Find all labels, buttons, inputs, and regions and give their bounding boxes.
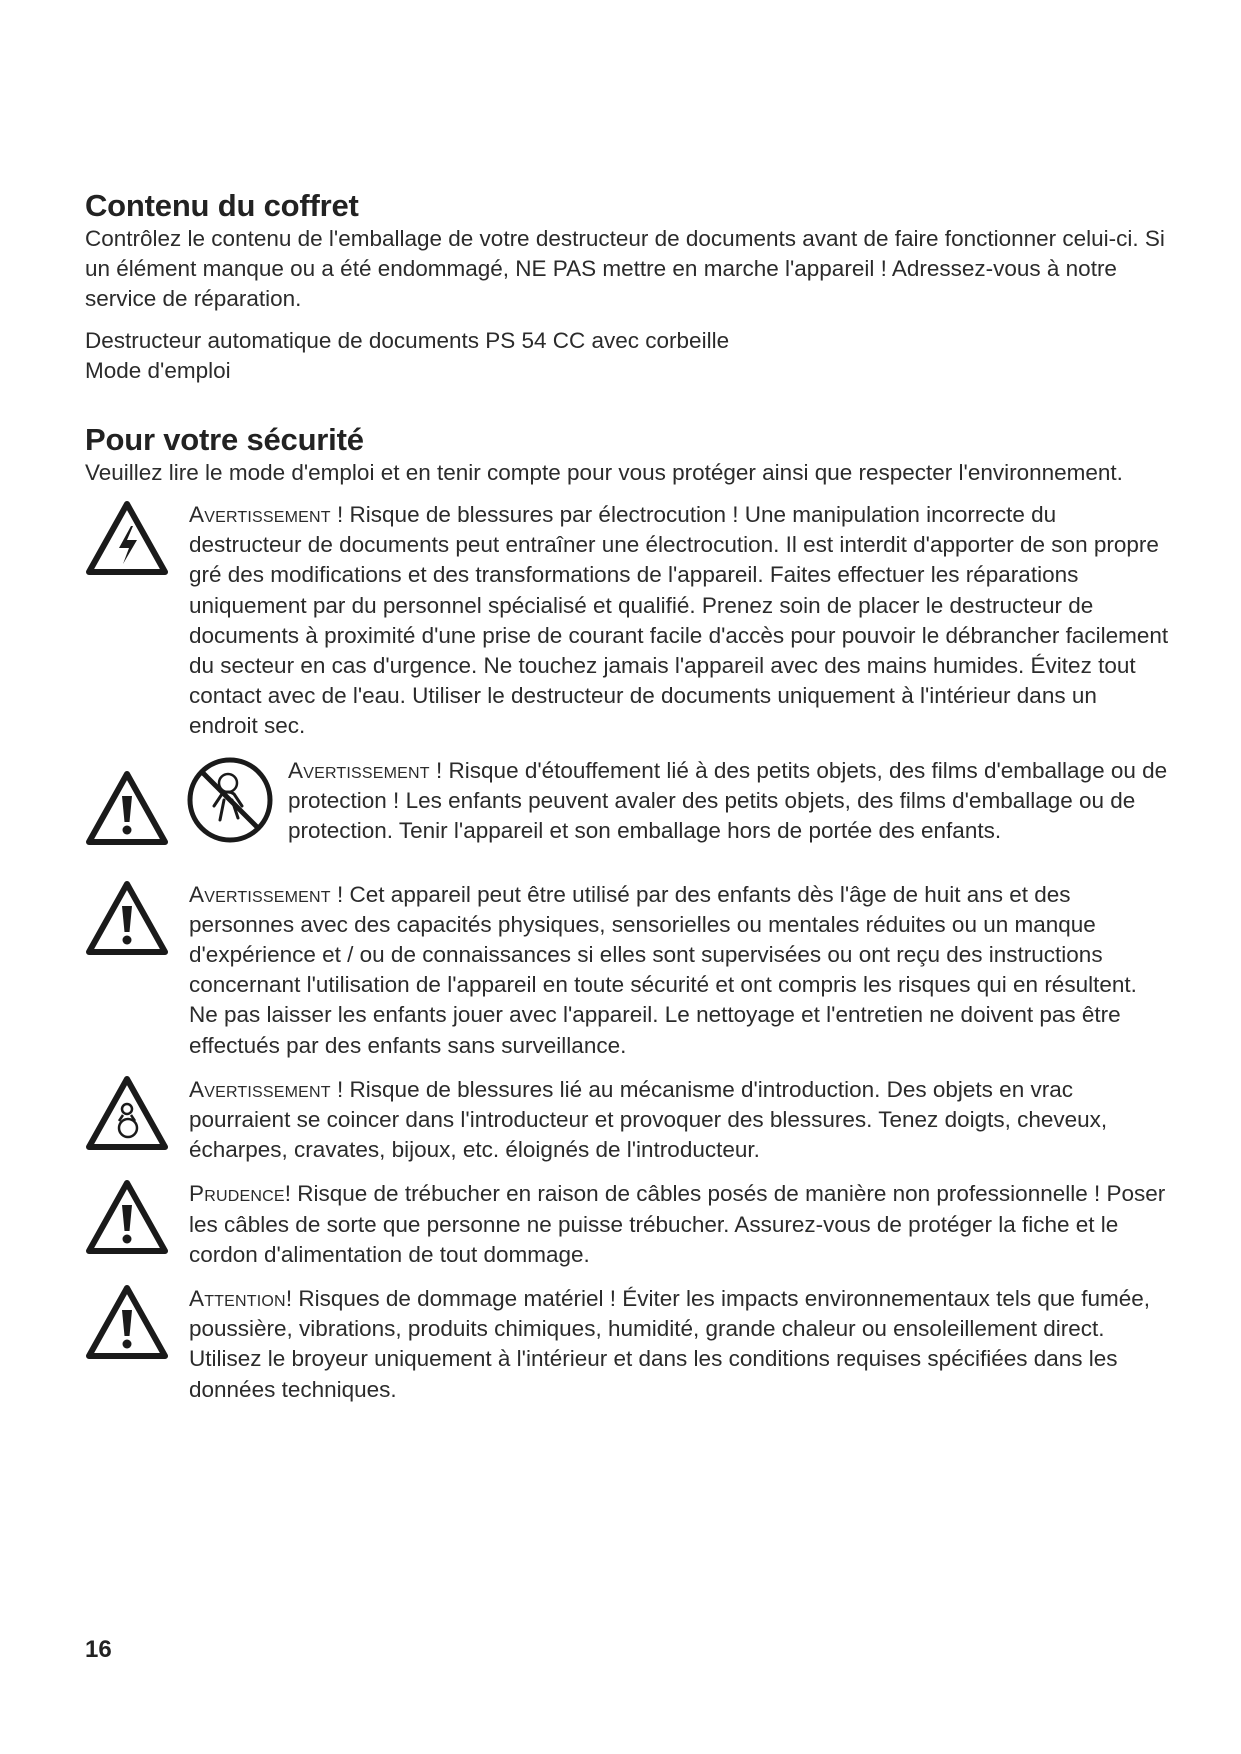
warning-keyword: Avertissement (189, 502, 331, 527)
warning-keyword: Avertissement (288, 757, 430, 783)
general-warning-icon (85, 1284, 169, 1360)
warning-property-damage: Attention! Risques de dommage matériel ! Éviter les impacts environnementaux tels que fumée, poussière, vibrations, produits chimiques, humidité, grande chaleur ou ensoleillement direct. Utilisez le broyeur uniquement à l'intérieur et dans les conditions requises spécifiées dans les données techniques. (85, 1284, 1170, 1405)
warning-keyword: Attention (189, 1286, 286, 1312)
warning-choking: Avertissement ! Risque d'étouffement lié à des petits objets, des films d'emballage ou de protection ! Les enfants peuvent avaler des petits objets, des films d'emballage ou de protection. Tenir l'appareil et son emballage hors de portée des enfants. (85, 756, 1170, 866)
page-number: 16 (85, 1636, 112, 1663)
warning-keyword: Prudence (189, 1181, 285, 1207)
section-title-safety: Pour votre sécurité (85, 422, 364, 457)
warning-keyword: Avertissement (189, 1076, 331, 1102)
section-title-box-contents: Contenu du coffret (85, 188, 359, 223)
warning-text: Risque de trébucher en raison de câbles posés de manière non professionnelle ! Poser les câbles de sorte que personne ne puisse trébucher. Assurez-vous de protéger la fiche et le cordon d'alimentation de tout dommage. (189, 1181, 1166, 1267)
warning-feed-mechanism: Avertissement ! Risque de blessures lié au mécanisme d'introduction. Des objets en vrac pourraient se coincer dans l'introducteur et provoquer des blessures. Tenez doigts, cheveux, écharpes, cravates, bijoux, etc. éloignés de l'introducteur. (85, 1075, 1170, 1166)
warning-keyword: Avertissement (189, 881, 331, 907)
warning-text: Cet appareil peut être utilisé par des enfants dès l'âge de huit ans et des personnes avec des capacités physiques, sensorielles ou mentales réduites ou un manque d'expérience et / ou de connaissances si elles sont supervisées ou ont reçu des instructions concernant l'utilisation de l'appareil en toute sécurité et ont compris les risques qui en résultent. Ne pas laisser les enfants jouer avec l'appareil. Le nettoyage et l'entretien ne doivent pas être effectués par des enfants sans surveillance. (189, 881, 1137, 1058)
box-contents-item: Mode d'emploi (85, 358, 231, 383)
safety-intro: Veuillez lire le mode d'emploi et en tenir compte pour vous protéger ainsi que respecter l'environnement. (85, 460, 1123, 485)
box-contents-item: Destructeur automatique de documents PS 54 CC avec corbeille (85, 328, 730, 353)
no-small-parts-children-icon (186, 756, 274, 844)
general-warning-icon (85, 1179, 169, 1255)
warning-text: Risque de blessures lié au mécanisme d'introduction. Des objets en vrac pourraient se coincer dans l'introducteur et provoquer des blessures. Tenez doigts, cheveux, écharpes, cravates, bijoux, etc. éloignés de l'introducteur. (189, 1076, 1108, 1163)
warning-text: Risque d'étouffement lié à des petits objets, des films d'emballage ou de protection ! Les enfants peuvent avaler des petits objets, des films d'emballage ou de protection. Tenir l'appareil et son emballage hors de portée des enfants. (288, 757, 1168, 844)
electric-shock-warning-icon (85, 500, 169, 576)
entanglement-warning-icon (85, 1075, 169, 1151)
warning-children-usage: Avertissement ! Cet appareil peut être utilisé par des enfants dès l'âge de huit ans et des personnes avec des capacités physiques, sensorielles ou mentales réduites ou un manque d'expérience et / ou de connaissances si elles sont supervisées ou ont reçu des instructions concernant l'utilisation de l'appareil en toute sécurité et ont compris les risques qui en résultent. Ne pas laisser les enfants jouer avec l'appareil. Le nettoyage et l'entretien ne doivent pas être effectués par des enfants sans surveillance. (85, 880, 1170, 1061)
general-warning-icon (85, 770, 169, 846)
warning-text: Risques de dommage matériel ! Éviter les impacts environnementaux tels que fumée, poussière, vibrations, produits chimiques, humidité, grande chaleur ou ensoleillement direct. Utilisez le broyeur uniquement à l'intérieur et dans les conditions requises spécifiées dans les données techniques. (189, 1286, 1150, 1402)
warning-text: Risque de blessures par électrocution ! Une manipulation incorrecte du destructeur de documents peut entraîner une électrocution. Il est interdit d'apporter de son propre gré des modifications et des transformations de l'appareil. Faites effectuer les réparations uniquement par du personnel spécialisé et qualifié. Prenez soin de placer le destructeur de documents à proximité d'une prise de courant facile d'accès pour pouvoir le débrancher facilement du secteur en cas d'urgence. Ne touchez jamais l'appareil avec des mains humides. Évitez tout contact avec de l'eau. Utiliser le destructeur de documents uniquement à l'intérieur dans un endroit sec. (189, 502, 1169, 739)
page-content (85, 188, 1170, 1419)
warning-tripping: Prudence! Risque de trébucher en raison de câbles posés de manière non professionnelle ! Poser les câbles de sorte que personne ne puisse trébucher. Assurez-vous de protéger la fiche et le cordon d'alimentation de tout dommage. (85, 1179, 1170, 1270)
general-warning-icon (85, 880, 169, 956)
box-contents-intro: Contrôlez le contenu de l'emballage de votre destructeur de documents avant de faire fonctionner celui-ci. Si un élément manque ou a été endommagé, NE PAS mettre en marche l'appareil ! Adressez-vous à notre service de réparation. (85, 226, 1165, 311)
warning-electrocution: Avertissement ! Risque de blessures par électrocution ! Une manipulation incorrecte du destructeur de documents peut entraîner une électrocution. Il est interdit d'apporter de son propre gré des modifications et des transformations de l'appareil. Faites effectuer les réparations uniquement par du personnel spécialisé et qualifié. Prenez soin de placer le destructeur de documents à proximité d'une prise de courant facile d'accès pour pouvoir le débrancher facilement du secteur en cas d'urgence. Ne touchez jamais l'appareil avec des mains humides. Évitez tout contact avec de l'eau. Utiliser le destructeur de documents uniquement à l'intérieur dans un endroit sec. (85, 500, 1170, 742)
